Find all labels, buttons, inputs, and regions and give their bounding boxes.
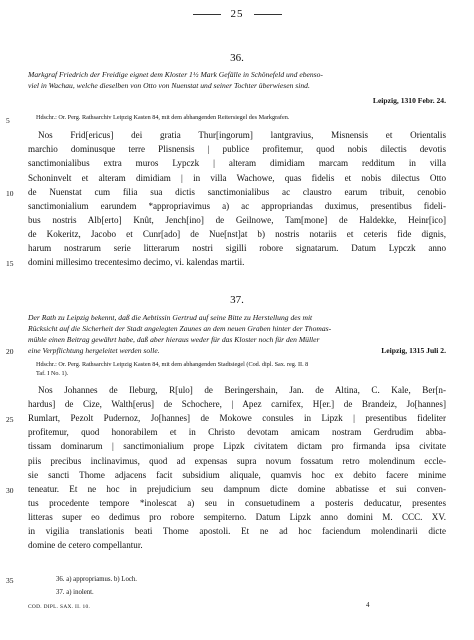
footnote-36: 36. a) appropriamus. b) Loch. (56, 576, 137, 583)
doc37-regest-line4: eine Verpflichtung hergeleitet werden solle. (28, 346, 160, 355)
doc37-line: Nos Johannes de Ileburg, R[ulo] de Beringershain, Jan. de Altina, C. Kale, Ber[n- (38, 385, 446, 395)
header-rule-left (193, 14, 221, 15)
line-number: 35 (6, 576, 14, 585)
doc36-line: sanctimonialium earundem *appropriavimus a) ac appropriandas duximus, presentibus fideli- (28, 201, 446, 211)
doc36-line: de Nuenstat cum filia sua dictis sanctimonialibus ac claustro earum tribuit, cenobio (28, 187, 446, 197)
doc36-date: Leipzig, 1310 Febr. 24. (372, 96, 446, 105)
page-number: 25 (230, 8, 244, 20)
doc36-line: bus nostris Alb[erto] Knût, Jench[ino] de Geilnowe, Tam[mone] de Haldekke, Heinr[ico] (28, 215, 446, 225)
doc36-line: domini millesimo trecentesimo decimo, vi. kalendas martii. (28, 257, 245, 267)
doc37-line: profitemur, quod honorabilem et in Christo devotam amicam nostram Gerdrudim abba- (28, 427, 446, 437)
footer-sheet-number: 4 (366, 601, 370, 609)
line-number: 5 (6, 116, 10, 125)
doc37-line: tissam dominarum | sanctimonialium prope Lipzk civitatem dictam pro firmanda ipsa civitate (28, 441, 446, 451)
doc37-line: piis precibus inclinavimus, quod ad expensas supra novum fossatum retro molendinum eccle- (28, 456, 446, 466)
doc37-line: tus procedente tempore *inolescat a) seu in consuetudinem a posteris deducatur, presentes (28, 498, 446, 508)
line-number: 10 (6, 189, 14, 198)
line-number: 25 (6, 415, 14, 424)
doc37-regest-line2: Rücksicht auf die Sicherheit der Stadt angelegten Zaunes an dem neuen Graben hinter der Thomas- (28, 324, 332, 333)
doc37-line: litteras super eo dedimus pro robore sempiterno. Datum Lipzk anno domini M. CCC. XV. (28, 512, 446, 522)
footer-signature: COD. DIPL. SAX. II. 10. (28, 604, 91, 610)
doc37-regest-line1: Der Rath zu Leipzig bekennt, daß die Aebtissin Gertrud auf seine Bitte zu Herstellung des mit (28, 313, 313, 322)
line-number: 30 (6, 486, 14, 495)
doc36-line: de Kokeritz, Jacobo et Cunr[ado] de Nue[nst]at b) nostris notariis et ceteris fide dignis, (28, 229, 446, 239)
doc37-regest-line3: mühle einen Beitrag gewährt habe, daß aber hieraus weder für das Kloster noch für den Müller (28, 335, 320, 344)
doc37-source-note-line2: Taf. I No. 1). (36, 370, 69, 377)
line-number: 15 (6, 259, 14, 268)
doc37-number: 37. (230, 294, 244, 306)
doc37-line: teneatur. Et ne hoc in prejudicium seu dampnum dicte domine abbatisse et sui conven- (28, 484, 446, 494)
doc36-regest-line1: Markgraf Friedrich der Freidige eignet dem Kloster 1½ Mark Gefälle in Schönefeld und ebenso- (28, 70, 323, 79)
doc37-line: Rumlart, Pezolt Pudernoz, Jo[hannes] de Mokowe consules in Lipzk | presentibus fideliter (28, 413, 446, 423)
doc36-line: Nos Frid[ericus] dei gratia Thur[ingorum] lantgravius, Misnensis et Orientalis (38, 130, 446, 140)
doc36-regest-line2: viel in Wachau, welche dieselben von Otto von Nuenstat und seiner Tochter überwiesen sind. (28, 81, 310, 90)
page-header (0, 8, 474, 20)
doc36-line: harum nostrarum serie litterarum nostri sigilli robore signatarum. Datum Lypczk anno (28, 243, 446, 253)
doc36-line: sanctimonialibus extra muros Lypczk | alteram dimidiam marcam redditum in villa (28, 158, 446, 168)
footnote-37: 37. a) inolent. (56, 589, 94, 596)
doc37-line: hardus] de Cize, Walth[erus] de Schochere, | Apez carnifex, H[er.] de Brandeiz, Jo[hannes] (28, 399, 446, 409)
doc37-line: sie sancti Thome adjacens facit subsidium aliquale, quamvis hoc ex debito facere minime (28, 470, 446, 480)
doc36-line: marchio dominusque terre Plisnensis | publice profitemur, quod nobis dilectis devotis (28, 144, 446, 154)
doc36-line: Schoninvelt et alteram dimidiam | in villa Wachowe, quas fidelis et nobis dilectus Otto (28, 173, 446, 183)
doc36-number: 36. (230, 52, 244, 64)
line-number: 20 (6, 347, 14, 356)
doc37-source-note-line1: Hdschr.: Or. Perg. Rathsarchiv Leipzig Kasten 84, mit dem abhangenden Stadtsiegel (Cod. dipl. Sax. reg. II. 8 (36, 361, 309, 368)
doc37-date: Leipzig, 1315 Juli 2. (381, 346, 446, 355)
doc37-line: domine de cetero compellantur. (28, 540, 143, 550)
header-rule-right (254, 14, 282, 15)
doc36-source-note: Hdschr.: Or. Perg. Rathsarchiv Leipzig Kasten 84, mit dem abhangenden Reitersiegel des Markgrafen. (36, 114, 290, 121)
doc37-line: in vigilia translationis beati Thome apostoli. Et ne ad hoc faciendum molendinarii dicte (28, 526, 446, 536)
